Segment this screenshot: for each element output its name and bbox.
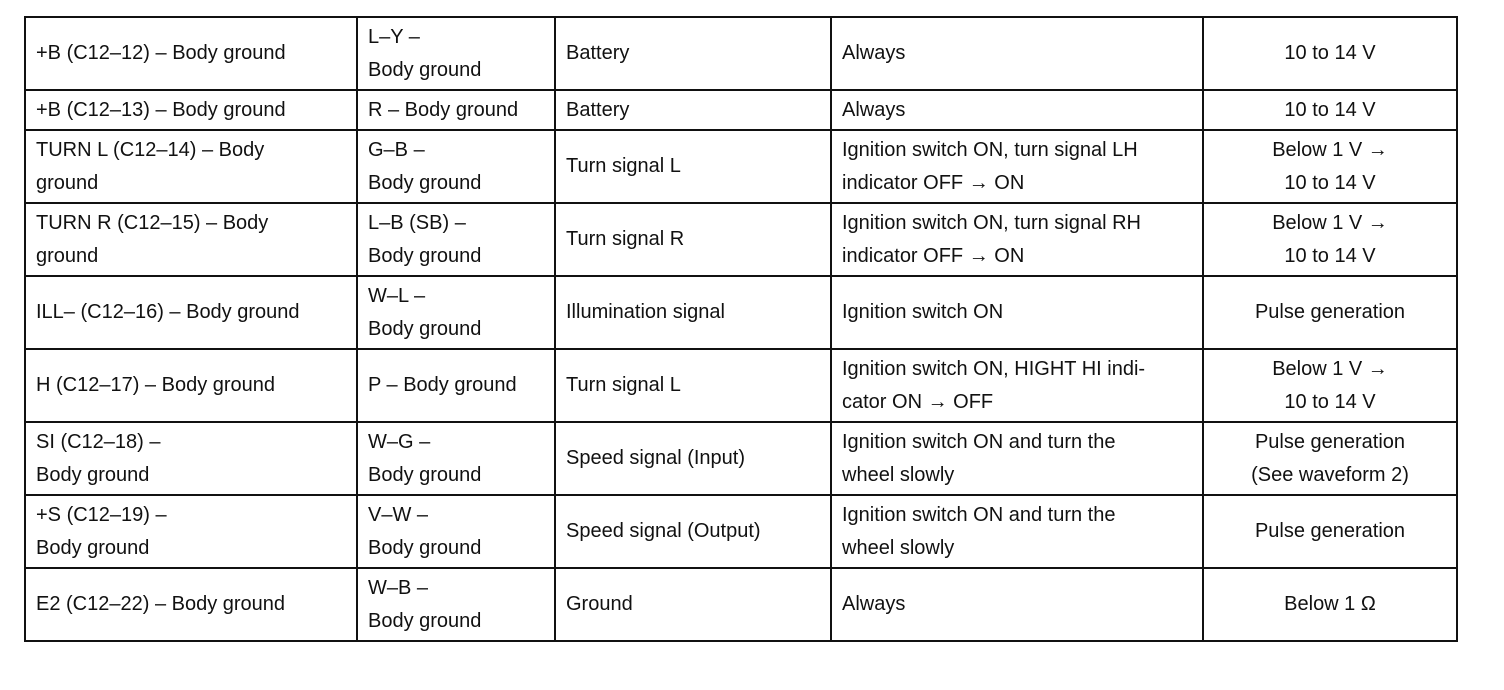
condition-cell: Always	[831, 568, 1203, 641]
terminal-cell: +B (C12–13) – Body ground	[25, 90, 357, 130]
spec-table-container	[24, 16, 1458, 642]
standard-value-cell: Pulse generation (See waveform 2)	[1203, 422, 1457, 495]
condition-cell: Ignition switch ON and turn the wheel slowly	[831, 495, 1203, 568]
description-cell: Turn signal L	[555, 349, 831, 422]
standard-value-cell: Below 1 V → 10 to 14 V	[1203, 349, 1457, 422]
table-row	[25, 349, 1457, 422]
condition-cell: Always	[831, 90, 1203, 130]
terminal-cell: +B (C12–12) – Body ground	[25, 17, 357, 90]
table-row	[25, 568, 1457, 641]
standard-value-cell: Pulse generation	[1203, 276, 1457, 349]
condition-cell: Always	[831, 17, 1203, 90]
condition-cell: Ignition switch ON	[831, 276, 1203, 349]
wiring-color-cell: V–W – Body ground	[357, 495, 555, 568]
wiring-color-cell: G–B – Body ground	[357, 130, 555, 203]
standard-value-cell: Below 1 V → 10 to 14 V	[1203, 203, 1457, 276]
condition-cell: Ignition switch ON, HIGHT HI indi- cator ON → OFF	[831, 349, 1203, 422]
wiring-color-cell: P – Body ground	[357, 349, 555, 422]
table-row	[25, 495, 1457, 568]
wiring-color-cell: L–Y – Body ground	[357, 17, 555, 90]
condition-cell: Ignition switch ON, turn signal LH indicator OFF → ON	[831, 130, 1203, 203]
table-row	[25, 203, 1457, 276]
table-row	[25, 90, 1457, 130]
description-cell: Speed signal (Input)	[555, 422, 831, 495]
description-cell: Battery	[555, 17, 831, 90]
wiring-color-cell: R – Body ground	[357, 90, 555, 130]
table-row	[25, 422, 1457, 495]
description-cell: Turn signal R	[555, 203, 831, 276]
table-row	[25, 276, 1457, 349]
terminal-cell: TURN R (C12–15) – Body ground	[25, 203, 357, 276]
wiring-color-cell: W–G – Body ground	[357, 422, 555, 495]
standard-value-cell: Below 1 V → 10 to 14 V	[1203, 130, 1457, 203]
wiring-color-cell: L–B (SB) – Body ground	[357, 203, 555, 276]
condition-cell: Ignition switch ON, turn signal RH indicator OFF → ON	[831, 203, 1203, 276]
standard-value-cell: 10 to 14 V	[1203, 90, 1457, 130]
standard-value-cell: Pulse generation	[1203, 495, 1457, 568]
terminal-spec-table	[24, 16, 1458, 642]
wiring-color-cell: W–B – Body ground	[357, 568, 555, 641]
table-row	[25, 130, 1457, 203]
description-cell: Ground	[555, 568, 831, 641]
terminal-cell: TURN L (C12–14) – Body ground	[25, 130, 357, 203]
terminal-cell: E2 (C12–22) – Body ground	[25, 568, 357, 641]
condition-cell: Ignition switch ON and turn the wheel slowly	[831, 422, 1203, 495]
description-cell: Turn signal L	[555, 130, 831, 203]
description-cell: Speed signal (Output)	[555, 495, 831, 568]
description-cell: Battery	[555, 90, 831, 130]
terminal-cell: H (C12–17) – Body ground	[25, 349, 357, 422]
terminal-cell: +S (C12–19) – Body ground	[25, 495, 357, 568]
terminal-cell: SI (C12–18) – Body ground	[25, 422, 357, 495]
standard-value-cell: 10 to 14 V	[1203, 17, 1457, 90]
table-row	[25, 17, 1457, 90]
standard-value-cell: Below 1 Ω	[1203, 568, 1457, 641]
wiring-color-cell: W–L – Body ground	[357, 276, 555, 349]
description-cell: Illumination signal	[555, 276, 831, 349]
terminal-cell: ILL– (C12–16) – Body ground	[25, 276, 357, 349]
